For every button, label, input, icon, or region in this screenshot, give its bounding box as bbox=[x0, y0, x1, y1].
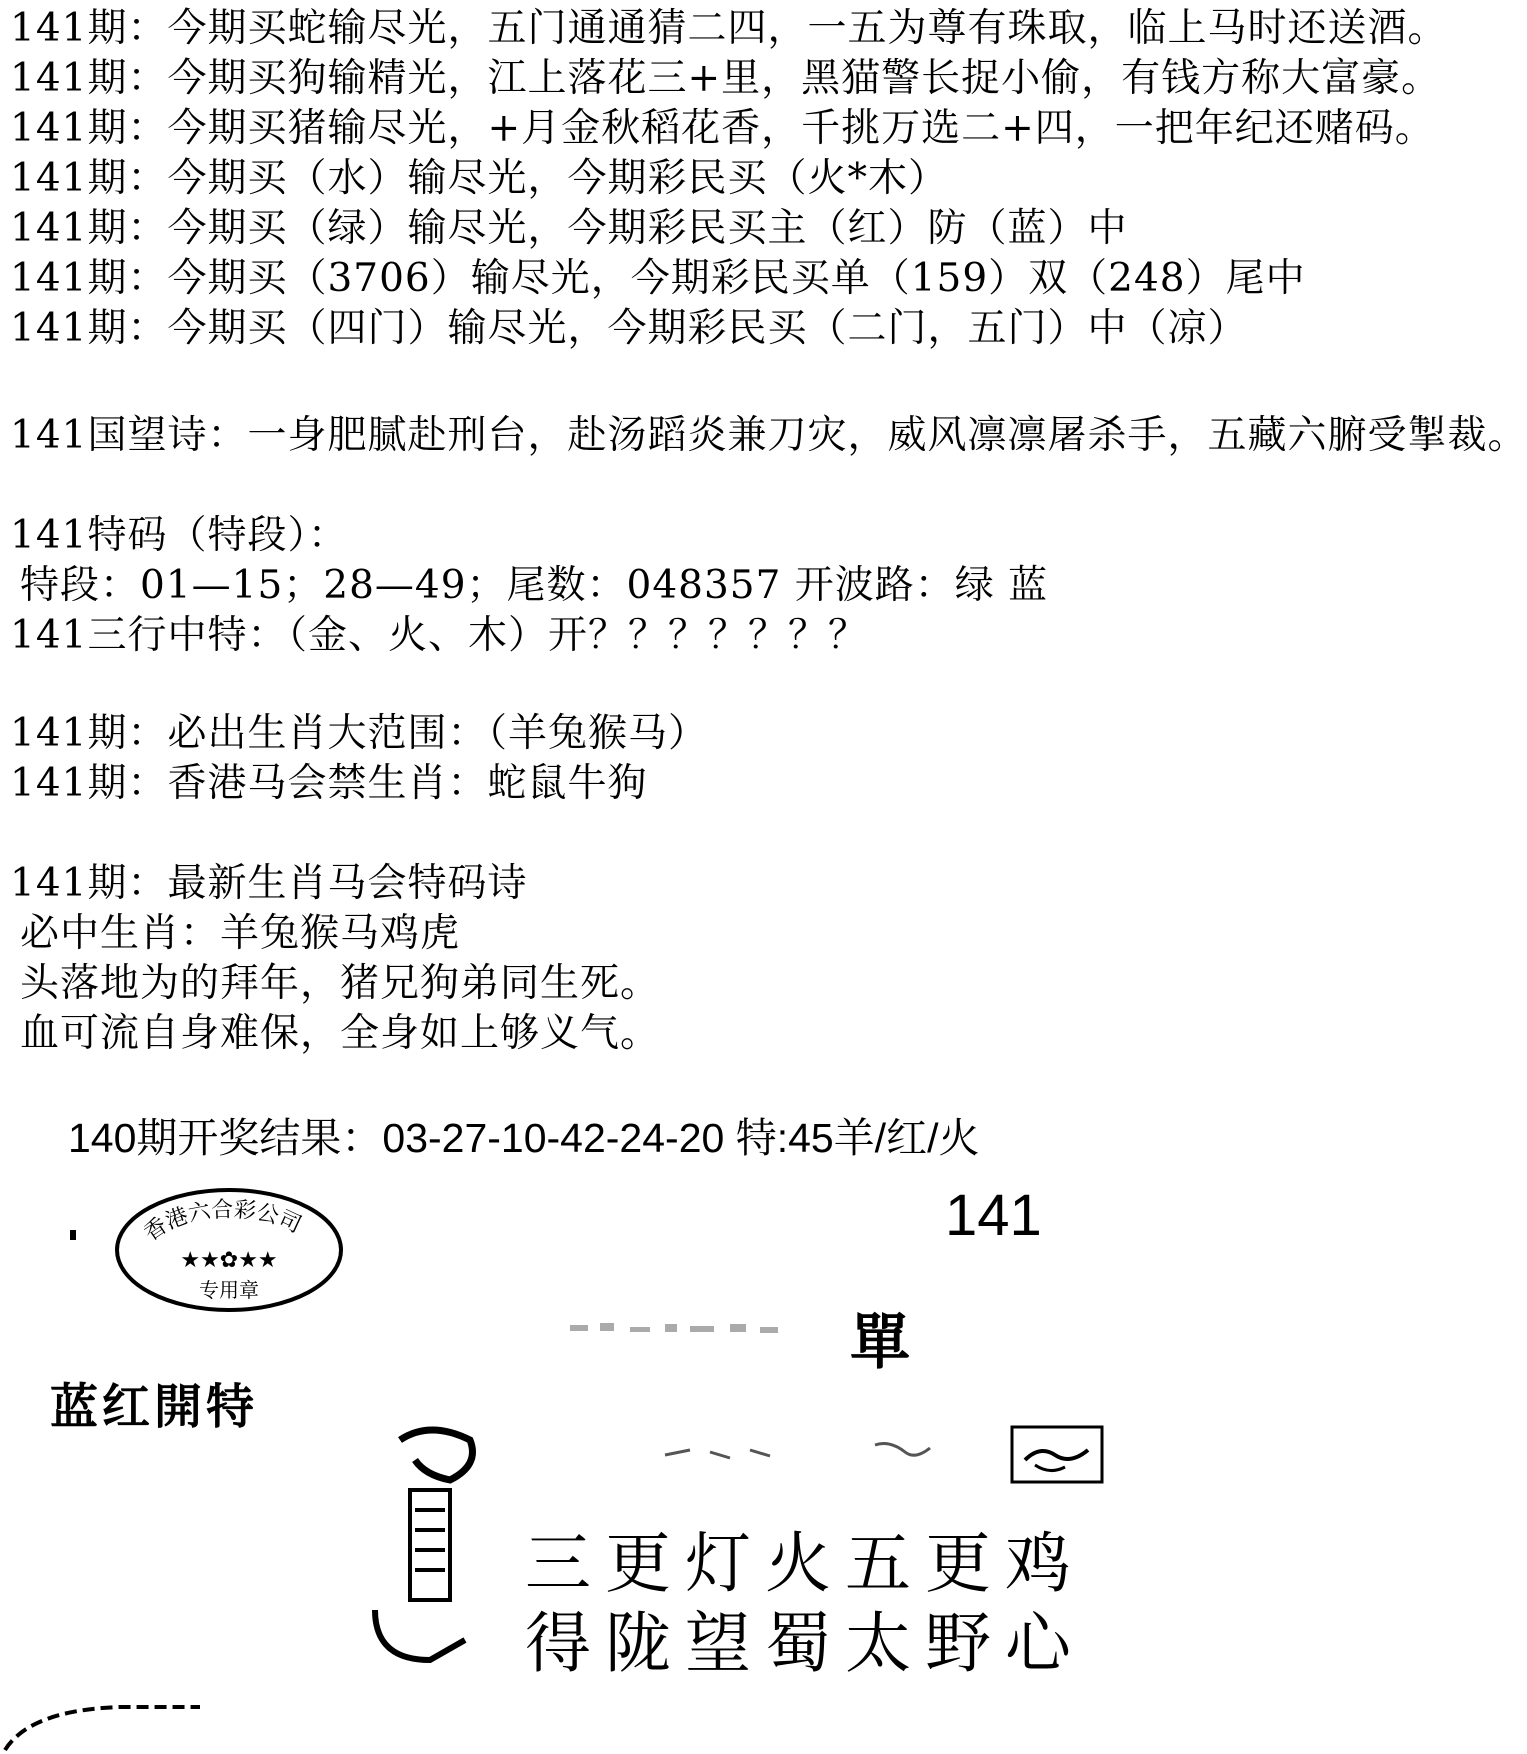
prediction-line: 141期：今期买猪输尽光，+月金秋稻花香，千挑万选二+四，一把年纪还赌码。 bbox=[10, 106, 1435, 151]
prediction-line: 141期：今期买（3706）输尽光，今期彩民买单（159）双（248）尾中 bbox=[10, 256, 1306, 301]
special-heading: 141特码（特段）： bbox=[10, 513, 348, 558]
zodiac-must: 141期：必出生肖大范围：（羊兔猴马） bbox=[10, 711, 708, 756]
draw-result: 140期开奖结果：03-27-10-42-24-20 特:45羊/红/火 bbox=[68, 1115, 980, 1161]
poem-title: 141期：最新生肖马会特码诗 bbox=[10, 861, 528, 906]
prediction-line: 141期：今期买（水）输尽光，今期彩民买（火*木） bbox=[10, 156, 948, 201]
handshake-icon bbox=[1010, 1425, 1105, 1485]
guowang-poem: 141国望诗：一身肥腻赴刑台，赴汤蹈炎兼刀灾，威风凛凛屠杀手，五藏六腑受掣裁。 bbox=[10, 413, 1527, 458]
prediction-line: 141期：今期买（绿）输尽光，今期彩民买主（红）防（蓝）中 bbox=[10, 206, 1128, 251]
ornament-icon bbox=[370, 1420, 490, 1670]
scribble-marks bbox=[660, 1430, 990, 1480]
prediction-line: 141期：今期买（四门）输尽光，今期彩民买（二门，五门）中（凉） bbox=[10, 306, 1248, 351]
stamp-stars: ★★✿★★ bbox=[180, 1248, 278, 1273]
dashed-corner-decoration bbox=[0, 1695, 210, 1754]
issue-number: 141 bbox=[945, 1183, 1042, 1248]
blue-red-label: 蓝红開特 bbox=[50, 1379, 259, 1435]
three-elements: 141三行中特：（金、火、木）开？？？？？？？ bbox=[10, 613, 868, 658]
company-stamp bbox=[112, 1185, 347, 1315]
prediction-line: 141期：今期买蛇输尽光，五门通通猜二四，一五为尊有珠取，临上马时还送酒。 bbox=[10, 6, 1448, 51]
dan-character: 單 bbox=[850, 1308, 910, 1378]
speck-decoration bbox=[70, 1230, 76, 1240]
must-zodiac: 必中生肖：羊兔猴马鸡虎 bbox=[20, 911, 461, 956]
poem-verse-1: 头落地为的拜年，猪兄狗弟同生死。 bbox=[20, 961, 661, 1006]
prediction-line: 141期：今期买狗输精光，江上落花三+里，黑猫警长捉小偷，有钱方称大富豪。 bbox=[10, 56, 1442, 101]
special-segment: 特段：01—15；28—49；尾数：048357 开波路：绿 蓝 bbox=[20, 563, 1049, 608]
bottom-poem-line-1: 三更灯火五更鸡 bbox=[525, 1525, 1085, 1602]
stamp-label: 专用章 bbox=[199, 1278, 259, 1302]
stamp-arc-text: 香港六合彩公司 bbox=[139, 1197, 306, 1247]
faint-specks bbox=[570, 1315, 810, 1345]
zodiac-banned: 141期：香港马会禁生肖：蛇鼠牛狗 bbox=[10, 761, 648, 806]
poem-verse-2: 血可流自身难保，全身如上够义气。 bbox=[20, 1011, 661, 1056]
bottom-poem-line-2: 得陇望蜀太野心 bbox=[525, 1605, 1085, 1682]
